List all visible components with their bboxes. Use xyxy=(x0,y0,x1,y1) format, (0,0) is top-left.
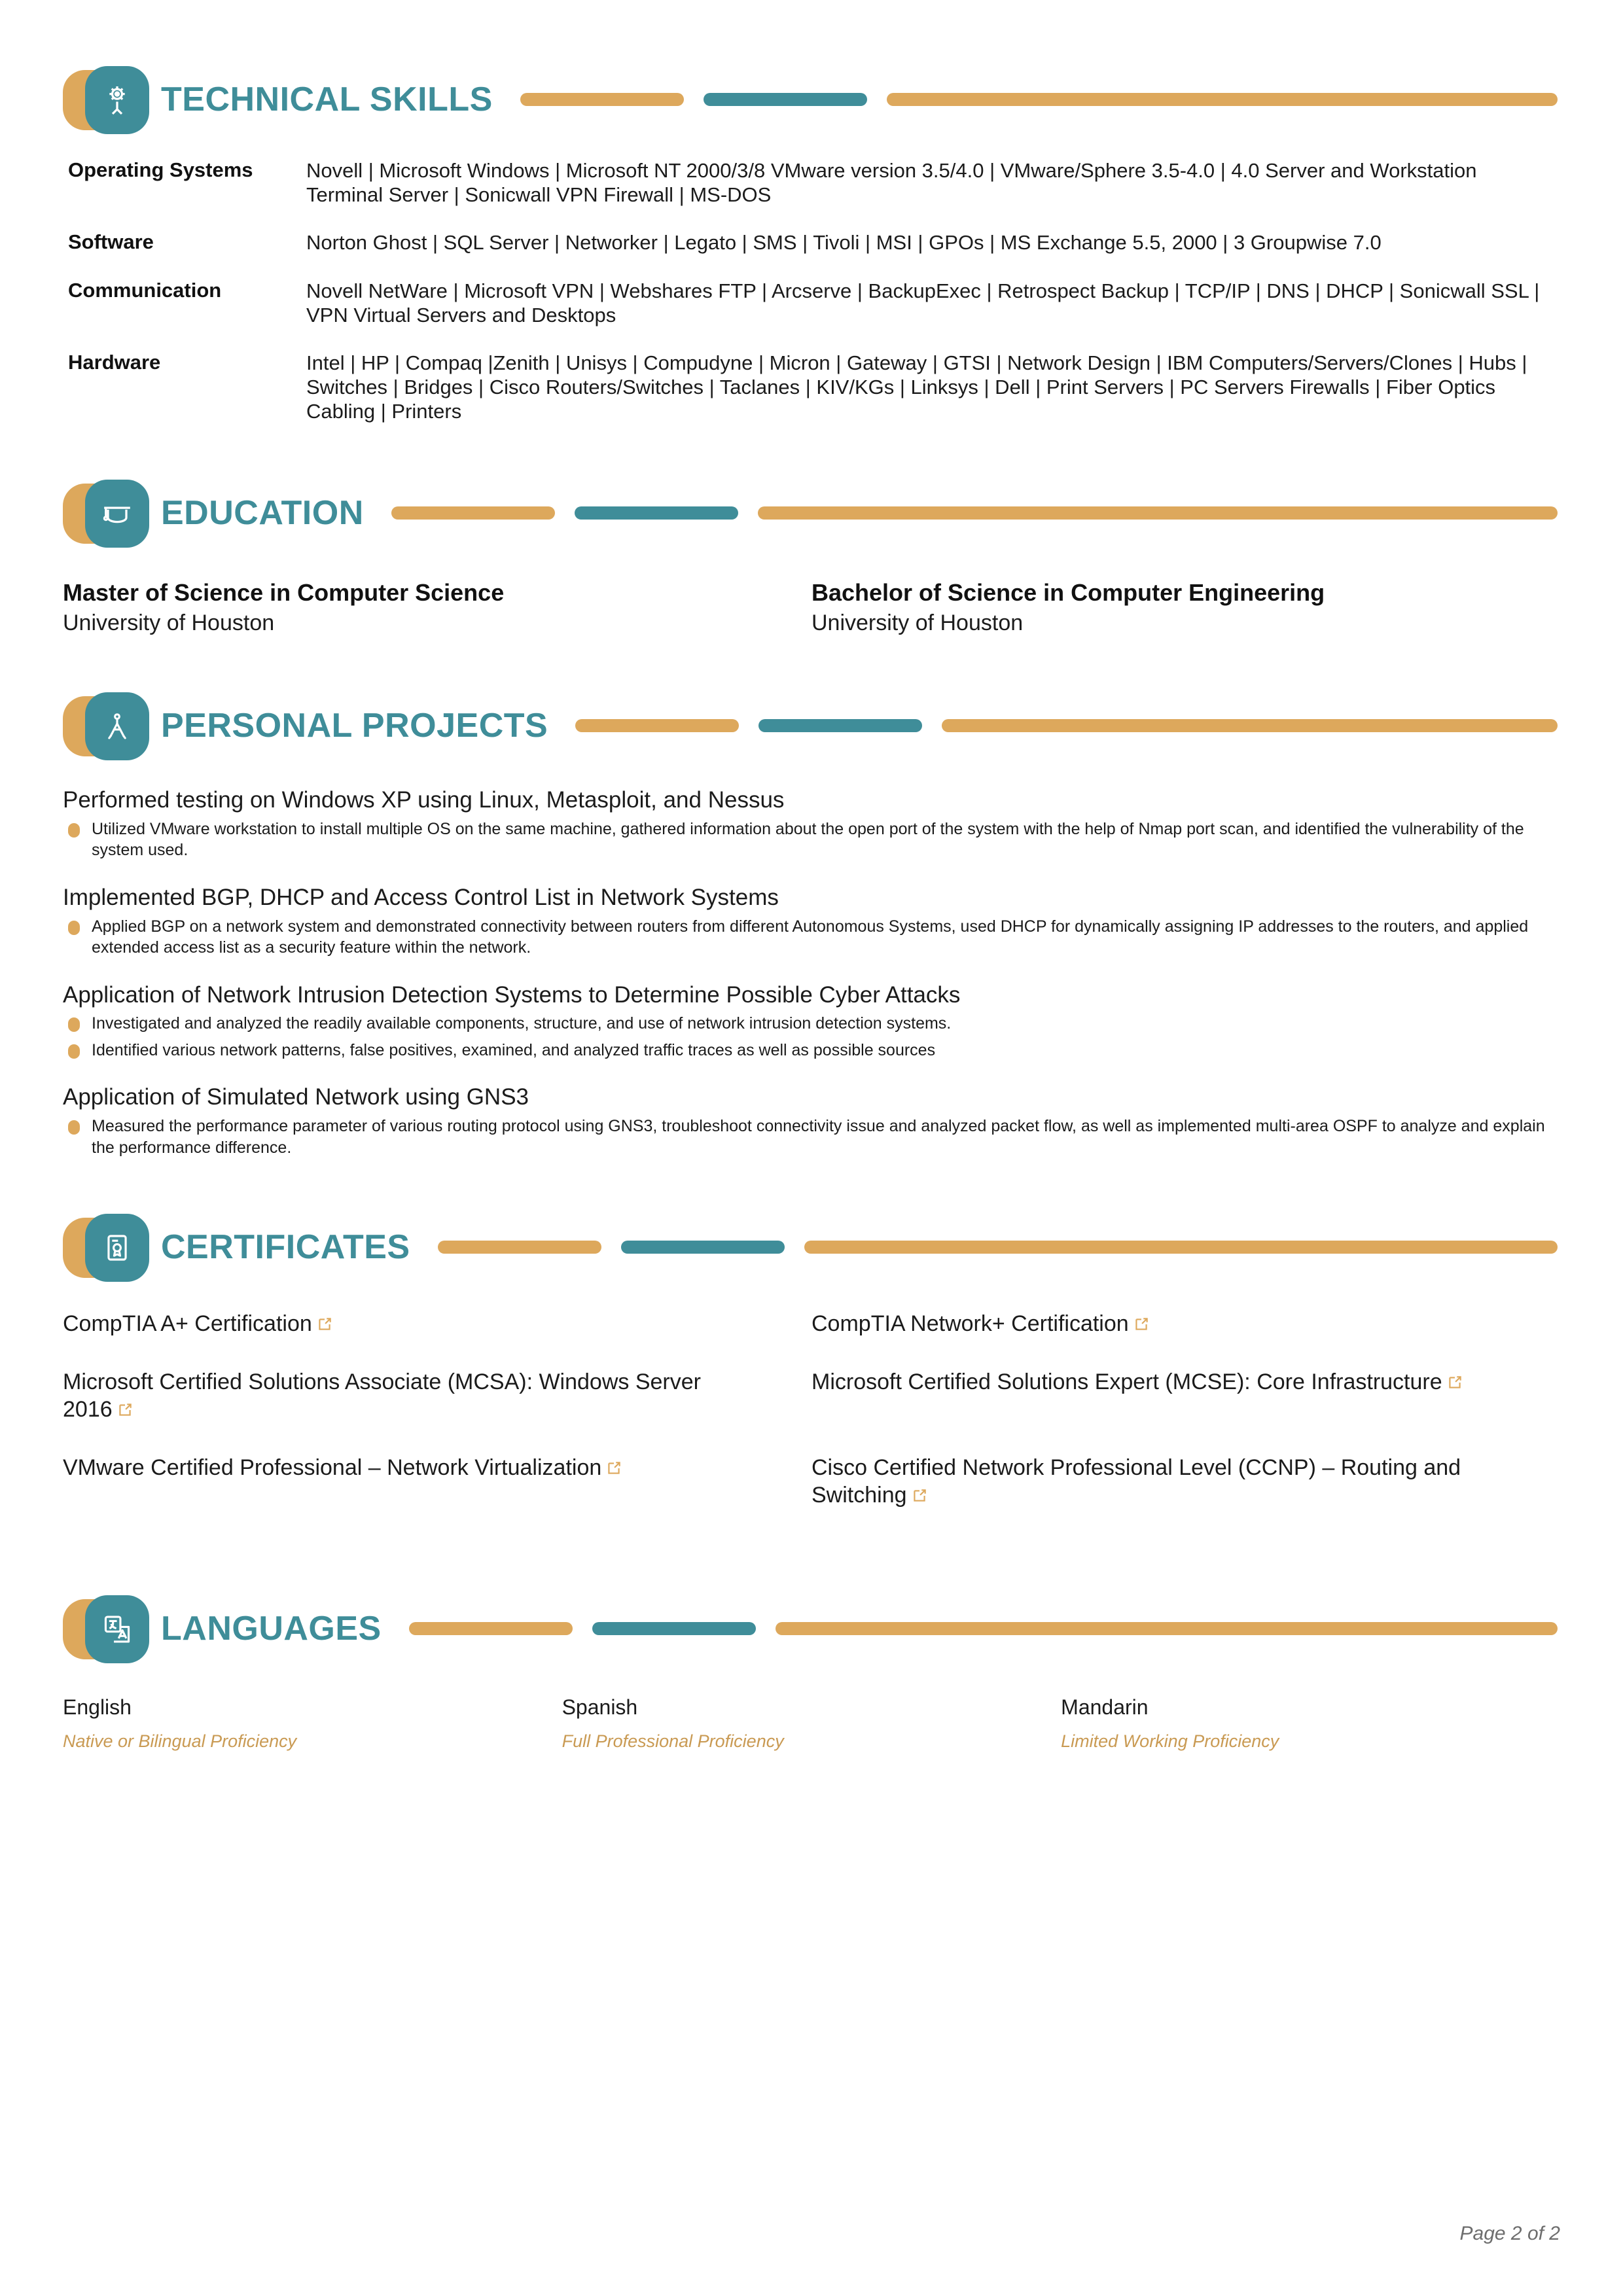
project-item xyxy=(63,1083,1560,1158)
header-rule-gold-1 xyxy=(520,93,684,106)
skill-row xyxy=(63,230,1560,255)
section-header-languages xyxy=(63,1589,1560,1668)
certificate-item[interactable] xyxy=(63,1368,812,1424)
header-rule-teal xyxy=(575,506,738,520)
external-link-icon[interactable] xyxy=(316,1313,333,1337)
project-bullet: Identified various network patterns, false positives, examined, and analyzed traffic traces as well as possible sources xyxy=(63,1040,1548,1061)
header-rule-teal xyxy=(621,1241,785,1254)
skill-label: Hardware xyxy=(68,350,161,374)
certificate-item[interactable] xyxy=(63,1310,812,1338)
project-title: Application of Simulated Network using GNS3 xyxy=(63,1084,529,1110)
section-header-technical-skills xyxy=(63,60,1560,139)
education-degree: Master of Science in Computer Science xyxy=(63,578,505,606)
skill-value: Novell | Microsoft Windows | Microsoft NT 2000/3/8 VMware version 3.5/4.0 | VMware/Sphere 3.5-4.0 | 4.0 Server and Workstation Terminal Server | Sonicwall VPN Firewall | MS-DOS xyxy=(306,159,1477,207)
education-school: University of Houston xyxy=(812,610,1024,635)
section-icon-stack xyxy=(63,63,149,135)
certificate-item[interactable] xyxy=(812,1454,1560,1510)
external-link-icon[interactable] xyxy=(605,1457,622,1481)
certificate-item[interactable] xyxy=(812,1368,1560,1424)
language-level: Native or Bilingual Proficiency xyxy=(63,1731,297,1752)
external-link-icon[interactable] xyxy=(1133,1313,1150,1337)
language-level: Limited Working Proficiency xyxy=(1061,1731,1279,1752)
section-header-certificates xyxy=(63,1208,1560,1286)
language-name: Mandarin xyxy=(1061,1695,1149,1719)
certificate-label: VMware Certified Professional – Network Virtualization xyxy=(63,1455,602,1480)
project-item xyxy=(63,981,1560,1061)
education-entry xyxy=(812,578,1560,637)
header-rule-gold-1 xyxy=(575,719,739,732)
header-rule-gold-2 xyxy=(942,719,1558,732)
header-rule-teal xyxy=(592,1622,756,1635)
header-rule-gold-1 xyxy=(409,1622,573,1635)
header-rule-teal xyxy=(758,719,922,732)
education-degree: Bachelor of Science in Computer Engineering xyxy=(812,578,1325,606)
section-title: TECHNICAL SKILLS xyxy=(161,80,493,118)
skill-label: Software xyxy=(68,230,154,254)
external-link-icon[interactable] xyxy=(1446,1371,1463,1396)
section-icon-stack xyxy=(63,690,149,762)
certificates-grid xyxy=(63,1310,1560,1540)
header-rule-gold-1 xyxy=(438,1241,601,1254)
project-item xyxy=(63,883,1560,959)
header-rule-gold-2 xyxy=(804,1241,1558,1254)
certificate-label: CompTIA Network+ Certification xyxy=(812,1311,1129,1337)
education-entry xyxy=(63,578,812,637)
certificate-label: CompTIA A+ Certification xyxy=(63,1311,312,1337)
skill-row xyxy=(63,279,1560,327)
header-rule-group xyxy=(520,93,1560,106)
project-bullets xyxy=(63,819,1560,861)
certificates-section xyxy=(63,1208,1560,1540)
certificate-label: Cisco Certified Network Professional Level (CCNP) – Routing and Switching xyxy=(812,1455,1461,1508)
graduation-cap-icon xyxy=(85,480,149,548)
section-header-education xyxy=(63,474,1560,552)
project-title: Application of Network Intrusion Detection Systems to Determine Possible Cyber Attacks xyxy=(63,981,961,1008)
cog-network-icon xyxy=(85,66,149,134)
certificate-label: Microsoft Certified Solutions Expert (MCSE): Core Infrastructure xyxy=(812,1369,1442,1394)
personal-projects-section xyxy=(63,686,1560,1158)
project-title: Implemented BGP, DHCP and Access Control List in Network Systems xyxy=(63,884,779,910)
skill-value: Novell NetWare | Microsoft VPN | Webshares FTP | Arcserve | BackupExec | Retrospect Backup | TCP/IP | DNS | DHCP | Sonicwall SSL | VPN Virtual Servers and Desktops xyxy=(306,279,1540,327)
compass-icon xyxy=(85,692,149,760)
skill-label: Operating Systems xyxy=(68,158,253,181)
skill-row xyxy=(63,351,1560,424)
skill-row xyxy=(63,158,1560,207)
certificate-label: Microsoft Certified Solutions Associate (MCSA): Windows Server 2016 xyxy=(63,1369,701,1422)
page-footer: Page 2 of 2 xyxy=(1459,2223,1560,2244)
projects-list xyxy=(63,786,1560,1158)
project-item xyxy=(63,786,1560,861)
project-bullet: Applied BGP on a network system and demonstrated connectivity between routers from different Autonomous Systems, used DHCP for dynamically assigning IP addresses to the routers, and applied extended access list as a security feature within the network. xyxy=(63,916,1548,959)
project-bullets xyxy=(63,1116,1560,1158)
section-header-personal-projects xyxy=(63,686,1560,765)
skill-value: Norton Ghost | SQL Server | Networker | Legato | SMS | Tivoli | MSI | GPOs | MS Exchange 5.5, 2000 | 3 Groupwise 7.0 xyxy=(306,231,1382,255)
external-link-icon[interactable] xyxy=(911,1484,928,1509)
section-title: EDUCATION xyxy=(161,493,364,532)
language-item xyxy=(1061,1694,1560,1752)
project-bullets xyxy=(63,1013,1560,1061)
skill-value: Intel | HP | Compaq |Zenith | Unisys | Compudyne | Micron | Gateway | GTSI | Network Design | IBM Computers/Servers/Clones | Hubs | Switches | Bridges | Cisco Routers/Switches | Taclanes | KIV/KGs | Linksys | Dell | Print Servers | PC Servers Firewalls | Fiber Optics Cabling | Printers xyxy=(306,351,1527,423)
section-title: CERTIFICATES xyxy=(161,1228,410,1267)
project-bullet: Utilized VMware workstation to install multiple OS on the same machine, gathered information about the open port of the system with the help of Nmap port scan, and identified the vulnerability of the system used. xyxy=(63,819,1548,861)
certificate-item[interactable] xyxy=(812,1310,1560,1338)
project-bullets xyxy=(63,916,1560,959)
languages-section xyxy=(63,1589,1560,1752)
language-item xyxy=(63,1694,562,1752)
header-rule-group xyxy=(575,719,1560,732)
section-icon-stack xyxy=(63,1211,149,1283)
section-title: PERSONAL PROJECTS xyxy=(161,707,548,745)
section-icon-stack xyxy=(63,1593,149,1665)
section-icon-stack xyxy=(63,477,149,549)
project-bullet: Measured the performance parameter of various routing protocol using GNS3, troubleshoot connectivity issue and analyzed packet flow, as well as implemented multi-area OSPF to analyze and explain the performance difference. xyxy=(63,1116,1548,1158)
section-title: LANGUAGES xyxy=(161,1609,382,1648)
header-rule-gold-2 xyxy=(887,93,1558,106)
header-rule-group xyxy=(409,1622,1560,1635)
header-rule-group xyxy=(391,506,1560,520)
project-bullet: Investigated and analyzed the readily available components, structure, and use of network intrusion detection systems. xyxy=(63,1013,1548,1034)
translate-icon xyxy=(85,1595,149,1663)
certificate-item[interactable] xyxy=(63,1454,812,1510)
skill-label: Communication xyxy=(68,278,222,302)
header-rule-group xyxy=(438,1241,1560,1254)
education-section xyxy=(63,474,1560,637)
header-rule-gold-1 xyxy=(391,506,555,520)
technical-skills-table xyxy=(63,158,1560,424)
language-name: Spanish xyxy=(562,1695,638,1719)
project-title: Performed testing on Windows XP using Linux, Metasploit, and Nessus xyxy=(63,787,785,813)
education-school: University of Houston xyxy=(63,610,275,635)
education-entries xyxy=(63,578,1560,637)
languages-grid xyxy=(63,1694,1560,1752)
external-link-icon[interactable] xyxy=(116,1398,134,1423)
header-rule-teal xyxy=(704,93,867,106)
header-rule-gold-2 xyxy=(758,506,1558,520)
certificate-badge-icon xyxy=(85,1214,149,1282)
language-level: Full Professional Proficiency xyxy=(562,1731,784,1752)
language-item xyxy=(562,1694,1061,1752)
language-name: English xyxy=(63,1695,132,1719)
header-rule-gold-2 xyxy=(776,1622,1558,1635)
